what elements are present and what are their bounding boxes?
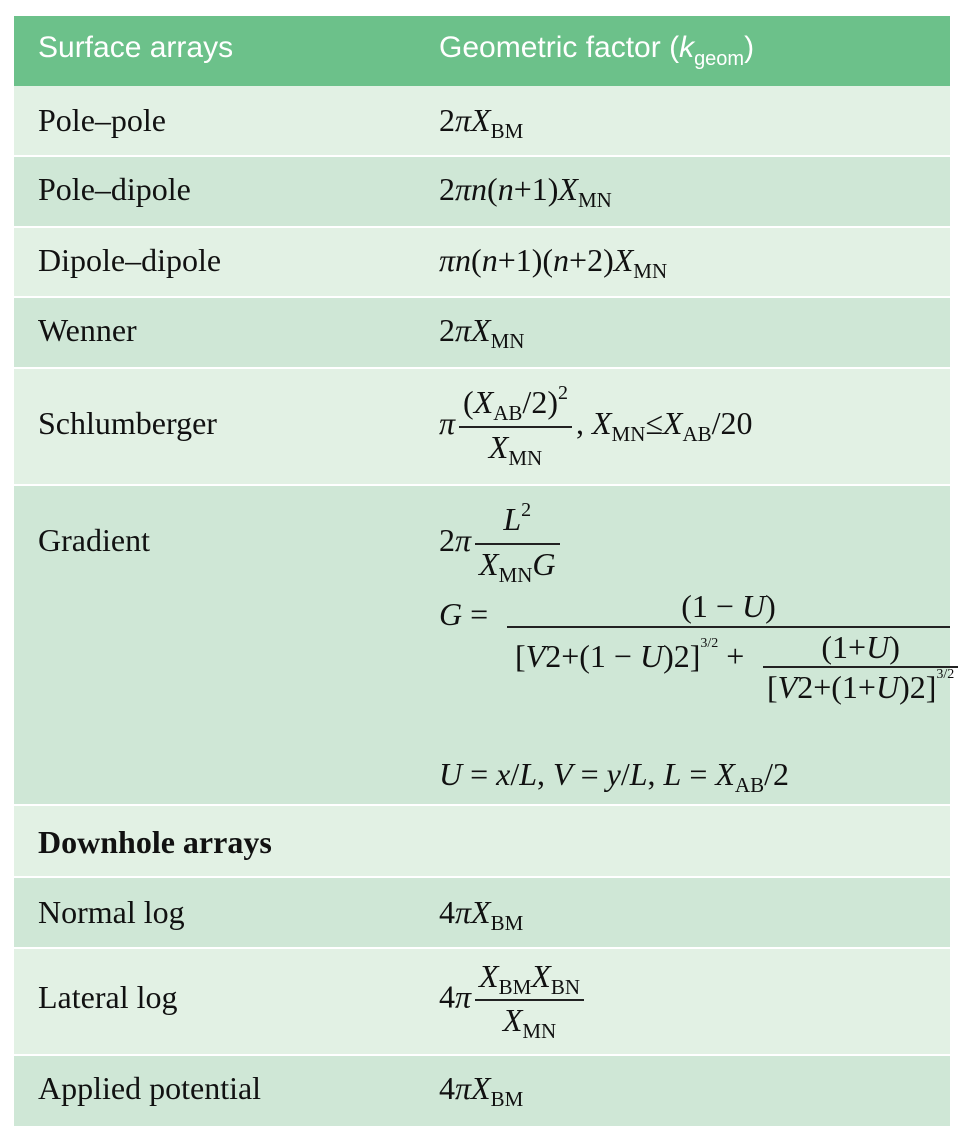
header-prefix: Geometric factor ( [439, 31, 680, 64]
row-formula: $4\pi X_{BM}$ [439, 894, 524, 935]
table-row [14, 369, 950, 486]
row-formula: 2π $\frac{L^2}{X_{MN}G}$ [439, 500, 564, 587]
table-row [14, 1056, 950, 1126]
formula-g: G = [439, 596, 489, 632]
geometric-factor-table [14, 16, 955, 1126]
header-surface-arrays: Surface arrays [38, 31, 234, 64]
row-label: Applied potential [38, 1070, 262, 1106]
row-formula: 4π $\frac{X_{BM}X_{BN}}{X_{MN}}$ [439, 957, 588, 1043]
row-label: Lateral log [38, 979, 178, 1015]
row-label: Schlumberger [38, 405, 217, 441]
row-label: Dipole–dipole [38, 242, 222, 278]
table-row [14, 228, 950, 298]
formula-uv: U = x/L, V = y/L, $L = X_{AB}/2$ [439, 756, 789, 797]
header-sub: geom [694, 48, 745, 70]
row-formula: $2\pi X_{MN}$ [439, 312, 525, 353]
row-label: Wenner [38, 312, 137, 348]
row-formula: $\pi n(n+1)(n+2)X_{MN}$ [439, 242, 668, 283]
table-row [14, 486, 955, 806]
table-row [14, 86, 950, 157]
section-header-downhole [14, 806, 950, 878]
table-row [14, 298, 950, 369]
header-geometric-factor [439, 31, 755, 70]
section-label: Downhole arrays [38, 824, 272, 860]
row-label: Normal log [38, 894, 185, 930]
row-label: Pole–pole [38, 102, 166, 138]
row-label: Pole–dipole [38, 171, 191, 207]
row-label: Gradient [38, 522, 150, 558]
row-formula: $2\pi X_{BM}$ [439, 102, 524, 143]
row-formula: $4\pi X_{BM}$ [439, 1070, 524, 1111]
header-suffix: ) [744, 31, 755, 64]
table-header [14, 16, 950, 86]
row-formula: $2\pi n(n+1)X_{MN}$ [439, 171, 612, 212]
table-row [14, 157, 950, 228]
row-formula: π $\frac{(X_{AB}/2)^2}{X_{MN}}$ , $X_{MN}\le X_{AB}/20$ [439, 382, 753, 470]
header-k: k [679, 31, 695, 64]
table-row [14, 878, 950, 949]
formula-g-fraction: (1 − U) $[V2+(1 - U)2]^{3/2}$ + $\frac{(1+U)}{[V2+(1+U)2]^{3/2}}$ [507, 586, 950, 720]
table-row [14, 949, 950, 1056]
